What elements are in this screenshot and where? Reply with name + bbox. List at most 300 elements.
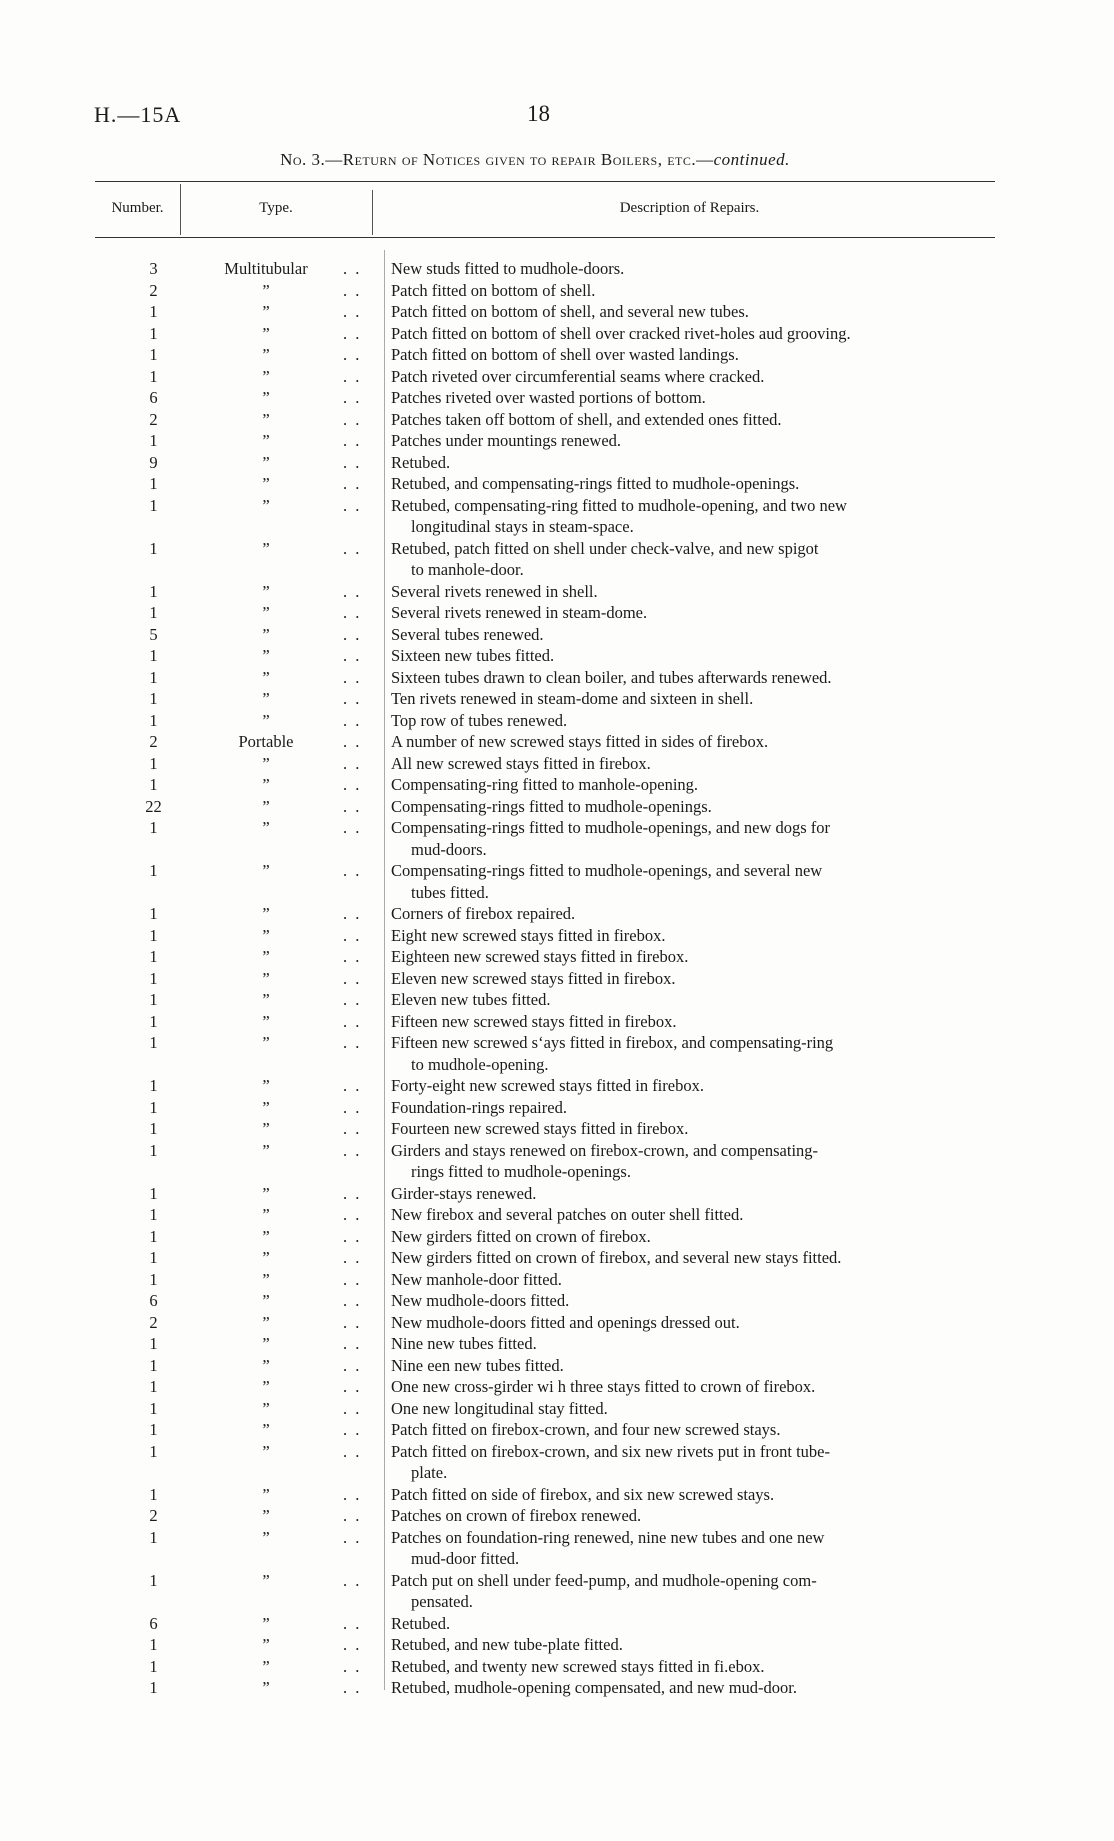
row-type: ”	[262, 366, 270, 386]
description-column-divider	[384, 250, 385, 1690]
row-description	[391, 1075, 994, 1097]
row-description	[391, 602, 994, 624]
row-number: 1	[149, 646, 158, 665]
description-line: Retubed, and new tube-plate fitted.	[391, 1635, 623, 1654]
row-type: ”	[262, 1441, 270, 1461]
row-leader-dots: . .	[343, 1119, 362, 1138]
description-line: Nine een new tubes fitted.	[391, 1355, 564, 1375]
row-description	[391, 323, 994, 345]
description-line: Eighteen new screwed stays fitted in firebox.	[391, 947, 689, 966]
row-type: ”	[262, 495, 270, 515]
header-rule	[95, 237, 995, 238]
row-leader-dots: . .	[343, 818, 362, 837]
row-number: 1	[149, 925, 158, 945]
row-description	[391, 473, 994, 495]
row-description	[391, 495, 994, 538]
description-line: Fourteen new screwed stays fitted in firebox.	[391, 1119, 689, 1138]
row-type: ”	[262, 452, 270, 472]
row-leader-dots: . .	[343, 1097, 362, 1117]
row-description	[391, 968, 994, 990]
row-description	[391, 624, 994, 646]
row-leader-dots: . .	[343, 1226, 362, 1246]
row-number: 1	[149, 689, 158, 708]
row-number: 1	[149, 538, 158, 558]
row-type: ”	[262, 1355, 270, 1375]
row-number: 1	[149, 818, 158, 837]
row-leader-dots: . .	[343, 1506, 362, 1525]
row-description	[391, 1376, 994, 1398]
row-type: ”	[262, 775, 270, 794]
row-type: ”	[262, 753, 270, 773]
row-number: 2	[149, 732, 158, 751]
row-number: 1	[149, 1398, 158, 1418]
row-number: 1	[149, 1678, 158, 1697]
row-number: 1	[149, 1334, 158, 1353]
description-line: Patch fitted on bottom of shell.	[391, 280, 596, 300]
row-description	[391, 301, 994, 323]
row-description	[391, 710, 994, 732]
description-line: Ten rivets renewed in steam-dome and sixteen in shell.	[391, 689, 754, 708]
description-line: New girders fitted on crown of firebox.	[391, 1226, 651, 1246]
row-leader-dots: . .	[343, 345, 362, 364]
description-line: Patch fitted on firebox-crown, and four new screwed stays.	[391, 1420, 781, 1439]
row-number: 1	[149, 431, 158, 450]
row-leader-dots: . .	[343, 667, 362, 687]
row-description	[391, 1484, 994, 1506]
row-description	[391, 1118, 994, 1140]
row-description	[391, 1290, 994, 1312]
description-line: One new cross-girder wi h three stays fitted to crown of firebox.	[391, 1377, 816, 1396]
description-line: Foundation-rings repaired.	[391, 1097, 567, 1117]
row-type: ”	[262, 1613, 270, 1633]
row-leader-dots: . .	[343, 1205, 362, 1224]
description-line: Girder-stays renewed.	[391, 1183, 537, 1203]
row-description	[391, 1183, 994, 1205]
description-line: Patches on crown of firebox renewed.	[391, 1506, 642, 1525]
row-description	[391, 903, 994, 925]
description-line: Patches under mountings renewed.	[391, 431, 622, 450]
row-number: 2	[149, 1506, 158, 1525]
row-number: 1	[149, 947, 158, 966]
row-number: 1	[149, 904, 158, 923]
description-line: Patch put on shell under feed-pump, and mudhole-opening com-	[391, 1570, 817, 1590]
row-leader-dots: . .	[343, 452, 362, 472]
row-leader-dots: . .	[343, 1441, 362, 1461]
row-number: 22	[145, 796, 162, 816]
row-description	[391, 258, 994, 280]
row-type: ”	[262, 431, 270, 450]
description-continuation: rings fitted to mudhole-openings.	[411, 1162, 631, 1181]
row-description	[391, 1634, 994, 1656]
row-type: ”	[262, 1183, 270, 1203]
row-description	[391, 645, 994, 667]
row-description	[391, 796, 994, 818]
row-description	[391, 667, 994, 689]
description-line: Patches taken off bottom of shell, and extended ones fitted.	[391, 409, 782, 429]
description-line: Eleven new tubes fitted.	[391, 990, 551, 1009]
description-line: New girders fitted on crown of firebox, and several new stays fitted.	[391, 1248, 842, 1267]
row-type: ”	[262, 280, 270, 300]
row-leader-dots: . .	[343, 1248, 362, 1267]
row-leader-dots: . .	[343, 1398, 362, 1418]
description-continuation: to manhole-door.	[411, 560, 524, 579]
description-line: Patch fitted on bottom of shell, and several new tubes.	[391, 302, 749, 321]
row-leader-dots: . .	[343, 1570, 362, 1590]
description-line: New firebox and several patches on outer shell fitted.	[391, 1205, 744, 1224]
row-description	[391, 1247, 994, 1269]
table-title-continued: continued.	[713, 150, 790, 169]
row-type: ”	[262, 1398, 270, 1418]
row-type: ”	[262, 323, 270, 343]
row-number: 1	[149, 1097, 158, 1117]
description-line: Retubed.	[391, 1613, 451, 1633]
row-type: ”	[262, 624, 270, 644]
description-line: Compensating-rings fitted to mudhole-openings, and several new	[391, 861, 823, 880]
row-description	[391, 1441, 994, 1484]
description-line: New mudhole-doors fitted and openings dressed out.	[391, 1312, 740, 1332]
row-type: ”	[262, 409, 270, 429]
row-number: 2	[149, 280, 158, 300]
row-leader-dots: . .	[343, 861, 362, 880]
description-line: Fifteen new screwed stays fitted in firebox.	[391, 1011, 677, 1031]
row-leader-dots: . .	[343, 538, 362, 558]
description-line: Corners of firebox repaired.	[391, 904, 576, 923]
row-number: 1	[149, 1570, 158, 1590]
description-continuation: tubes fitted.	[411, 882, 489, 902]
row-leader-dots: . .	[343, 904, 362, 923]
row-description	[391, 817, 994, 860]
row-number: 1	[149, 1377, 158, 1396]
row-leader-dots: . .	[343, 409, 362, 429]
row-leader-dots: . .	[343, 1334, 362, 1353]
row-number: 1	[149, 1527, 158, 1547]
row-leader-dots: . .	[343, 925, 362, 945]
description-line: Patch fitted on side of firebox, and six new screwed stays.	[391, 1484, 775, 1504]
description-line: Sixteen new tubes fitted.	[391, 646, 555, 665]
row-type: ”	[262, 1377, 270, 1396]
description-line: New studs fitted to mudhole-doors.	[391, 259, 625, 278]
row-number: 5	[149, 624, 158, 644]
row-number: 1	[149, 753, 158, 773]
column-header-description: Description of Repairs.	[619, 200, 760, 216]
row-type: ”	[262, 1334, 270, 1353]
row-leader-dots: . .	[343, 1011, 362, 1031]
row-description	[391, 409, 994, 431]
row-type: ”	[262, 1248, 270, 1267]
description-line: Patch fitted on bottom of shell over wasted landings.	[391, 345, 739, 364]
row-leader-dots: . .	[343, 732, 362, 751]
row-type: ”	[262, 990, 270, 1009]
row-leader-dots: . .	[343, 1678, 362, 1697]
row-type: ”	[262, 646, 270, 665]
row-number: 2	[149, 409, 158, 429]
description-line: Retubed, mudhole-opening compensated, and new mud-door.	[391, 1678, 797, 1697]
row-type: ”	[262, 925, 270, 945]
column-header-number: Number.	[111, 200, 164, 216]
row-leader-dots: . .	[343, 1076, 362, 1095]
row-leader-dots: . .	[343, 710, 362, 730]
description-line: Girders and stays renewed on firebox-crown, and compensating-	[391, 1140, 819, 1160]
table-title	[0, 150, 1070, 170]
row-leader-dots: . .	[343, 323, 362, 343]
row-type: ”	[262, 1527, 270, 1547]
row-description	[391, 1097, 994, 1119]
row-leader-dots: . .	[343, 1635, 362, 1654]
description-line: Patches on foundation-ring renewed, nine new tubes and one new	[391, 1527, 825, 1547]
row-number: 1	[149, 1226, 158, 1246]
row-leader-dots: . .	[343, 1420, 362, 1439]
row-number: 1	[149, 603, 158, 622]
description-line: Several rivets renewed in shell.	[391, 581, 598, 601]
row-leader-dots: . .	[343, 1291, 362, 1310]
top-rule	[95, 181, 995, 182]
description-line: Several tubes renewed.	[391, 624, 544, 644]
row-type: ”	[262, 1033, 270, 1052]
row-number: 6	[149, 1613, 158, 1633]
description-line: Retubed.	[391, 452, 451, 472]
row-number: 1	[149, 345, 158, 364]
row-number: 1	[149, 1033, 158, 1052]
description-line: Compensating-rings fitted to mudhole-openings.	[391, 796, 712, 816]
row-number: 1	[149, 1656, 158, 1676]
table-title-main: No. 3.—Return of Notices given to repair Boilers, etc.—	[280, 150, 714, 169]
row-type: ”	[262, 1570, 270, 1590]
row-leader-dots: . .	[343, 796, 362, 816]
row-leader-dots: . .	[343, 1377, 362, 1396]
row-type: ”	[262, 388, 270, 407]
row-leader-dots: . .	[343, 366, 362, 386]
row-description	[391, 925, 994, 947]
description-line: Patch fitted on firebox-crown, and six new rivets put in front tube-	[391, 1441, 830, 1461]
row-description	[391, 387, 994, 409]
description-line: Patches riveted over wasted portions of bottom.	[391, 388, 706, 407]
row-description	[391, 344, 994, 366]
row-description	[391, 774, 994, 796]
row-description	[391, 1226, 994, 1248]
row-leader-dots: . .	[343, 603, 362, 622]
row-type: ”	[262, 1506, 270, 1525]
row-description	[391, 1355, 994, 1377]
row-leader-dots: . .	[343, 280, 362, 300]
row-type: ”	[262, 904, 270, 923]
row-leader-dots: . .	[343, 1183, 362, 1203]
row-type: Portable	[238, 732, 294, 751]
row-type: ”	[262, 1484, 270, 1504]
row-number: 1	[149, 302, 158, 321]
row-leader-dots: . .	[343, 1355, 362, 1375]
description-line: Retubed, and twenty new screwed stays fitted in fi.ebox.	[391, 1656, 765, 1676]
description-line: New manhole-door fitted.	[391, 1269, 562, 1289]
row-description	[391, 1269, 994, 1291]
row-number: 1	[149, 323, 158, 343]
row-number: 1	[149, 968, 158, 988]
description-line: Compensating-ring fitted to manhole-opening.	[391, 775, 699, 794]
row-type: ”	[262, 1269, 270, 1289]
row-number: 6	[149, 1291, 158, 1310]
description-line: Eleven new screwed stays fitted in firebox.	[391, 968, 676, 988]
column-divider-2	[372, 190, 373, 235]
description-line: All new screwed stays fitted in firebox.	[391, 753, 651, 773]
row-type: ”	[262, 345, 270, 364]
row-number: 6	[149, 388, 158, 407]
description-line: Fifteen new screwed s‘ays fitted in firebox, and compensating-ring	[391, 1033, 834, 1052]
row-type: ”	[262, 1205, 270, 1224]
description-line: Eight new screwed stays fitted in firebox.	[391, 925, 666, 945]
row-leader-dots: . .	[343, 753, 362, 773]
row-type: ”	[262, 1635, 270, 1654]
row-description	[391, 1032, 994, 1075]
row-leader-dots: . .	[343, 302, 362, 321]
row-number: 1	[149, 474, 158, 493]
row-type: ”	[262, 667, 270, 687]
description-line: Nine new tubes fitted.	[391, 1334, 537, 1353]
row-number: 1	[149, 366, 158, 386]
row-type: ”	[262, 861, 270, 880]
row-leader-dots: . .	[343, 581, 362, 601]
row-description	[391, 753, 994, 775]
row-description	[391, 280, 994, 302]
row-type: ”	[262, 710, 270, 730]
description-line: Several rivets renewed in steam-dome.	[391, 603, 648, 622]
row-leader-dots: . .	[343, 259, 362, 278]
page-number: 18	[527, 101, 550, 126]
row-description	[391, 452, 994, 474]
row-leader-dots: . .	[343, 1269, 362, 1289]
description-line: Patch riveted over circumferential seams where cracked.	[391, 366, 765, 386]
description-line: New mudhole-doors fitted.	[391, 1291, 570, 1310]
row-type: ”	[262, 947, 270, 966]
row-number: 1	[149, 1140, 158, 1160]
row-description	[391, 1656, 994, 1678]
row-description	[391, 1505, 994, 1527]
row-description	[391, 1312, 994, 1334]
description-line: Sixteen tubes drawn to clean boiler, and tubes afterwards renewed.	[391, 667, 832, 687]
row-number: 1	[149, 1119, 158, 1138]
row-description	[391, 1570, 994, 1613]
row-description	[391, 946, 994, 968]
row-leader-dots: . .	[343, 1312, 362, 1332]
description-line: Compensating-rings fitted to mudhole-openings, and new dogs for	[391, 818, 831, 837]
description-line: Retubed, patch fitted on shell under check-valve, and new spigot	[391, 538, 819, 558]
row-leader-dots: . .	[343, 1140, 362, 1160]
row-description	[391, 1419, 994, 1441]
row-description	[391, 1613, 994, 1635]
row-type: ”	[262, 538, 270, 558]
row-number: 2	[149, 1312, 158, 1332]
row-type: ”	[262, 1076, 270, 1095]
description-line: A number of new screwed stays fitted in sides of firebox.	[391, 732, 769, 751]
row-description	[391, 1204, 994, 1226]
row-description	[391, 1677, 994, 1699]
row-number: 1	[149, 1205, 158, 1224]
row-description	[391, 1011, 994, 1033]
row-type: ”	[262, 1678, 270, 1697]
row-type: ”	[262, 1119, 270, 1138]
row-number: 9	[149, 452, 158, 472]
row-number: 1	[149, 1269, 158, 1289]
row-description	[391, 366, 994, 388]
row-type: ”	[262, 796, 270, 816]
row-leader-dots: . .	[343, 1033, 362, 1052]
row-number: 1	[149, 1248, 158, 1267]
page-header-code: H.—15A	[94, 102, 182, 127]
row-leader-dots: . .	[343, 474, 362, 493]
row-description	[391, 538, 994, 581]
row-type: ”	[262, 581, 270, 601]
row-number: 1	[149, 667, 158, 687]
row-type: ”	[262, 1291, 270, 1310]
description-continuation: plate.	[411, 1463, 448, 1482]
row-number: 1	[149, 1441, 158, 1461]
row-number: 1	[149, 1076, 158, 1095]
row-description	[391, 1398, 994, 1420]
row-description	[391, 688, 994, 710]
description-line: Top row of tubes renewed.	[391, 710, 568, 730]
description-continuation: mud-doors.	[411, 839, 487, 859]
row-type: ”	[262, 474, 270, 493]
row-description	[391, 731, 994, 753]
row-leader-dots: . .	[343, 495, 362, 515]
row-leader-dots: . .	[343, 947, 362, 966]
row-type: ”	[262, 968, 270, 988]
row-leader-dots: . .	[343, 1527, 362, 1547]
description-line: Patch fitted on bottom of shell over cracked rivet-holes aud grooving.	[391, 323, 851, 343]
row-description	[391, 1140, 994, 1183]
row-type: ”	[262, 603, 270, 622]
row-leader-dots: . .	[343, 431, 362, 450]
description-continuation: pensated.	[411, 1592, 473, 1611]
row-type: Multitubular	[224, 259, 308, 278]
description-continuation: mud-door fitted.	[411, 1549, 520, 1568]
row-type: ”	[262, 1226, 270, 1246]
row-description	[391, 989, 994, 1011]
row-number: 3	[149, 259, 158, 278]
row-description	[391, 581, 994, 603]
description-line: One new longitudinal stay fitted.	[391, 1398, 608, 1418]
row-description	[391, 1333, 994, 1355]
description-continuation: longitudinal stays in steam-space.	[411, 517, 634, 536]
row-type: ”	[262, 1656, 270, 1676]
row-number: 1	[149, 581, 158, 601]
row-type: ”	[262, 818, 270, 837]
description-line: Retubed, compensating-ring fitted to mudhole-opening, and two new	[391, 495, 847, 515]
row-leader-dots: . .	[343, 646, 362, 665]
description-line: Forty-eight new screwed stays fitted in firebox.	[391, 1076, 704, 1095]
row-leader-dots: . .	[343, 1484, 362, 1504]
row-description	[391, 430, 994, 452]
row-number: 1	[149, 1183, 158, 1203]
row-number: 1	[149, 1011, 158, 1031]
row-description	[391, 1527, 994, 1570]
row-type: ”	[262, 689, 270, 708]
row-number: 1	[149, 1420, 158, 1439]
row-type: ”	[262, 302, 270, 321]
row-number: 1	[149, 495, 158, 515]
row-type: ”	[262, 1097, 270, 1117]
row-leader-dots: . .	[343, 1656, 362, 1676]
row-leader-dots: . .	[343, 624, 362, 644]
description-continuation: to mudhole-opening.	[411, 1054, 549, 1074]
row-leader-dots: . .	[343, 968, 362, 988]
row-description	[391, 860, 994, 903]
row-number: 1	[149, 861, 158, 880]
row-number: 1	[149, 990, 158, 1009]
row-type: ”	[262, 1312, 270, 1332]
row-type: ”	[262, 1011, 270, 1031]
row-number: 1	[149, 1484, 158, 1504]
row-type: ”	[262, 1420, 270, 1439]
row-leader-dots: . .	[343, 689, 362, 708]
